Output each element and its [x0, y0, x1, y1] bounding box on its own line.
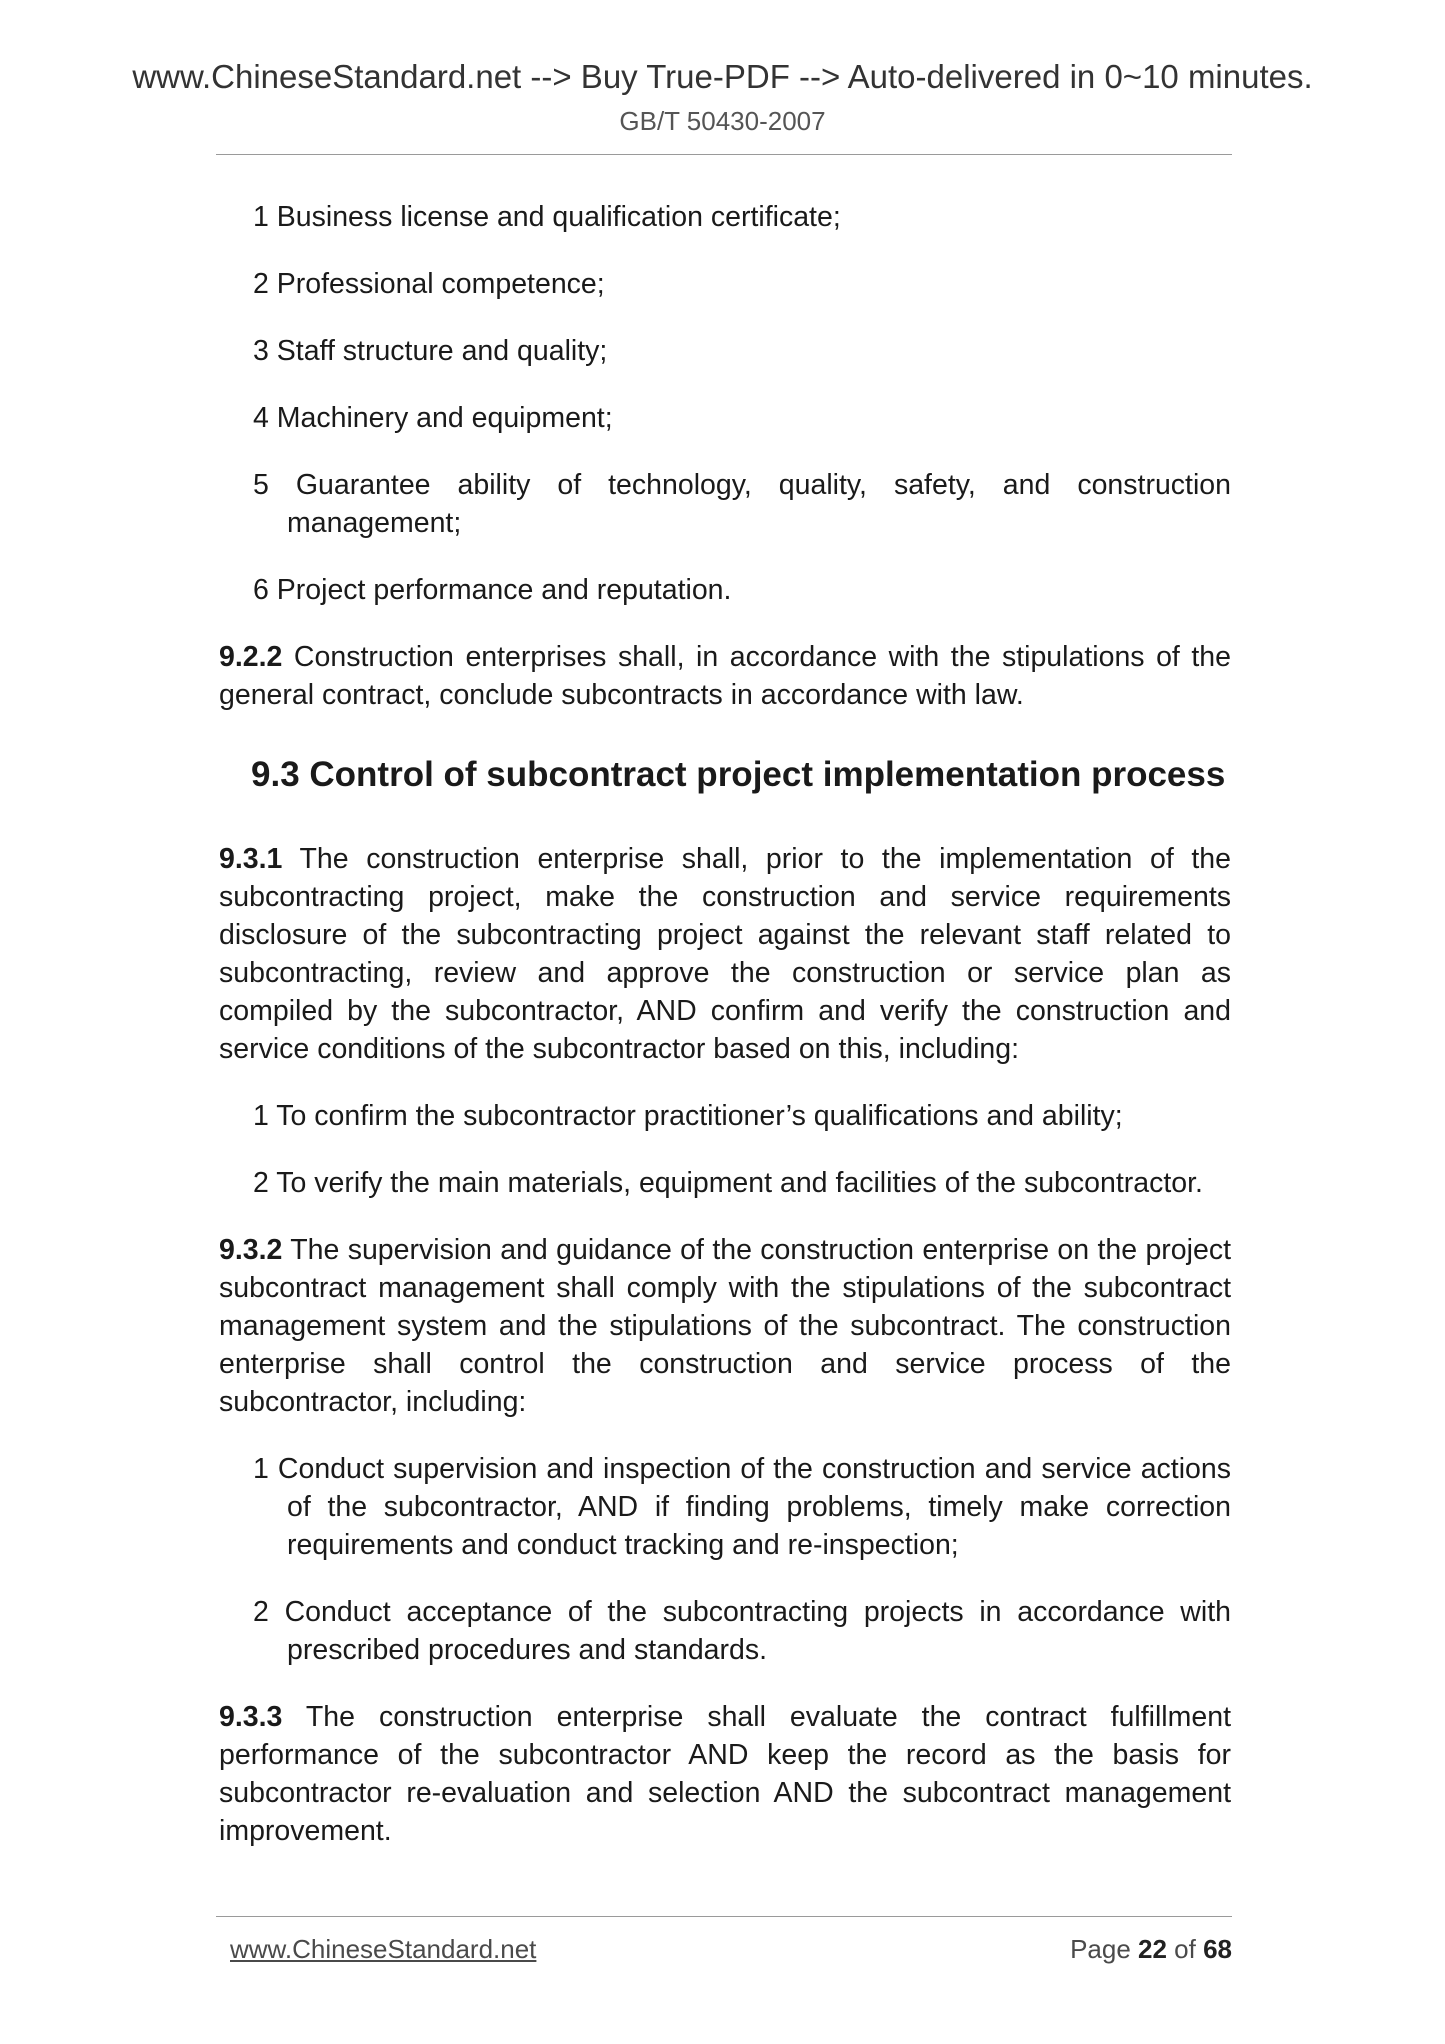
document-body [219, 198, 1231, 1879]
list-item: 3 Staff structure and quality; [253, 335, 608, 367]
clause-9-3-3 [219, 1698, 1231, 1850]
page-indicator [1070, 1934, 1232, 1965]
list-item: 5 Guarantee ability of technology, quality, safety, and construction management; [253, 469, 1231, 539]
header-banner: www.ChineseStandard.net --> Buy True-PDF --> Auto-delivered in 0~10 minutes. [132, 58, 1313, 95]
list-item: 1 Business license and qualification certificate; [253, 201, 841, 233]
list-item: 4 Machinery and equipment; [253, 402, 613, 434]
clause-text: The construction enterprise shall, prior to the implementation of the subcontracting project, make the construction and service requirements disclosure of the subcontracting project against the relevant staff related to subcontracting, review and approve the construction or service plan as compiled by the subcontractor, AND confirm and verify the construction and service conditions of the subcontractor based on this, including: [219, 843, 1231, 1065]
clause-text: Construction enterprises shall, in accordance with the stipulations of the general contract, conclude subcontracts in accordance with law. [219, 641, 1231, 711]
clause-text: The construction enterprise shall evaluate the contract fulfillment performance of the subcontractor AND keep the record as the basis for subcontractor re-evaluation and selection AND the subcontract management improvement. [219, 1701, 1231, 1847]
clause-9-2-2 [219, 638, 1231, 714]
list-item: 1 To confirm the subcontractor practitioner’s qualifications and ability; [253, 1100, 1123, 1132]
page-prefix: Page [1070, 1934, 1139, 1964]
clause-text: The supervision and guidance of the construction enterprise on the project subcontract management shall comply with the stipulations of the subcontract management system and the stipulations of the subcontract. The construction enterprise shall control the construction and service process of the subcontractor, including: [219, 1234, 1231, 1418]
standard-number: GB/T 50430-2007 [619, 106, 826, 136]
list-item: 2 Conduct acceptance of the subcontracting projects in accordance with prescribed procedures and standards. [253, 1596, 1231, 1666]
list-item: 6 Project performance and reputation. [253, 574, 732, 606]
page-separator: of [1166, 1934, 1204, 1964]
current-page: 22 [1138, 1934, 1167, 1964]
clause-number: 9.2.2 [219, 641, 283, 673]
list-item: 1 Conduct supervision and inspection of the construction and service actions of the subcontractor, AND if finding problems, timely make correction requirements and conduct tracking and re-inspection; [253, 1453, 1231, 1561]
footer-divider [216, 1916, 1232, 1917]
header-divider [216, 154, 1232, 155]
section-title: 9.3 Control of subcontract project implementation process [251, 755, 1226, 794]
list-item: 2 To verify the main materials, equipment and facilities of the subcontractor. [253, 1167, 1203, 1199]
list-item: 2 Professional competence; [253, 268, 605, 300]
clause-number: 9.3.2 [219, 1234, 283, 1266]
total-pages: 68 [1203, 1934, 1232, 1964]
clause-9-3-1 [219, 840, 1231, 1068]
clause-number: 9.3.3 [219, 1701, 283, 1733]
clause-number: 9.3.1 [219, 843, 283, 875]
footer-site-link[interactable]: www.ChineseStandard.net [230, 1934, 537, 1964]
clause-9-3-2 [219, 1231, 1231, 1421]
